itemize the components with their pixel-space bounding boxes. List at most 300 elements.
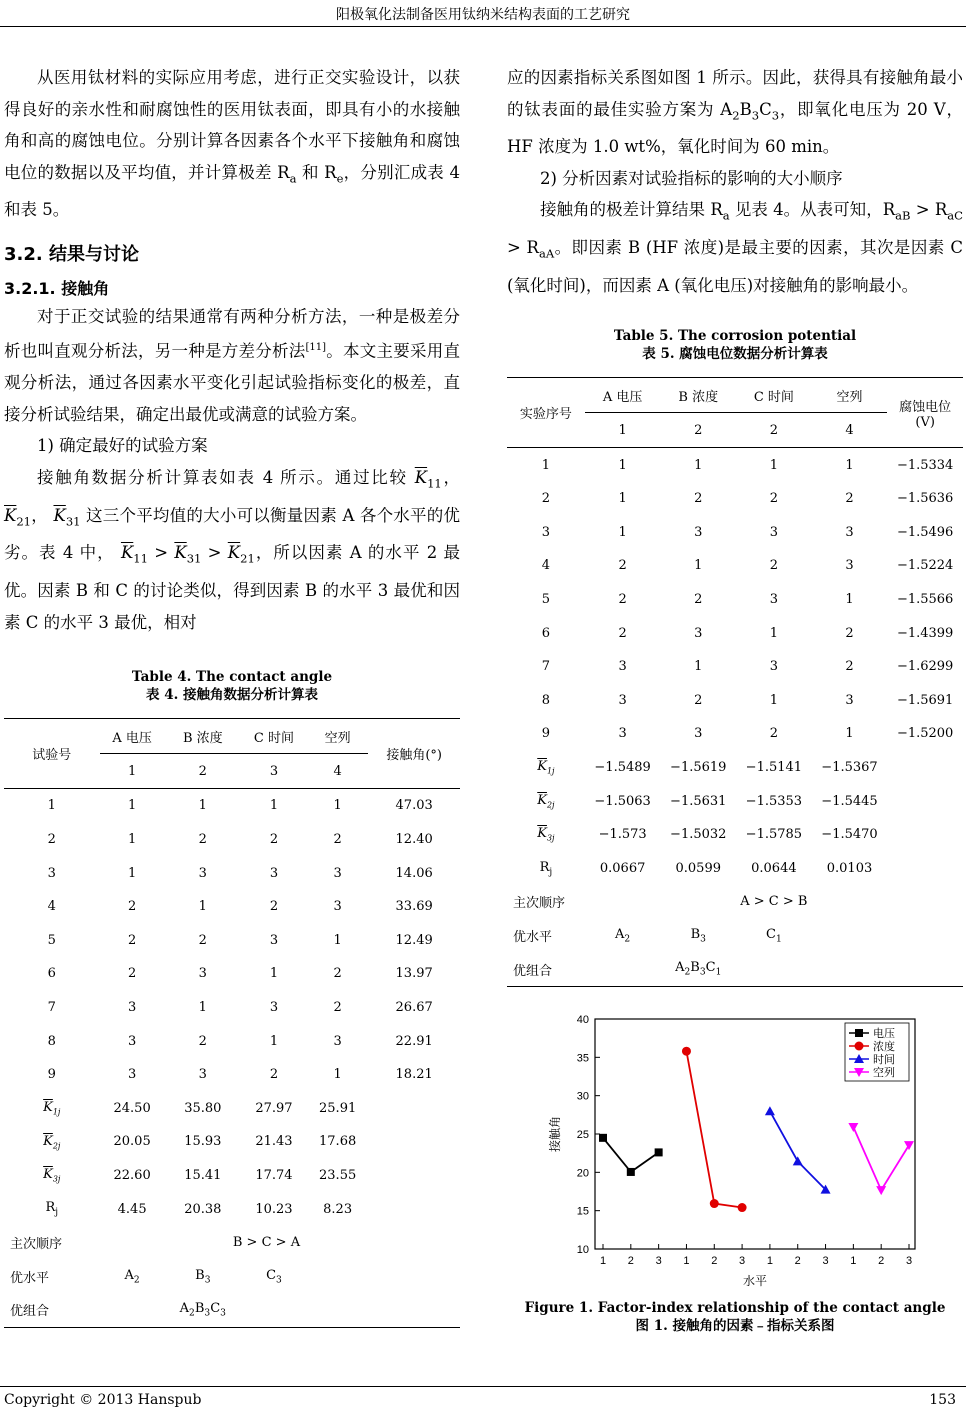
range-value: 0.0644	[751, 860, 797, 876]
k11-symbol: $\overline{K}$	[414, 467, 428, 487]
triangle-down-marker	[904, 1141, 914, 1150]
range-symbol: R	[539, 859, 550, 875]
empty-cell	[368, 1092, 460, 1126]
factor-letter: A	[124, 1267, 134, 1283]
table-cell: 1	[269, 966, 279, 982]
table-cell: −1.5224	[896, 558, 954, 574]
table-row	[4, 1058, 460, 1092]
order-value: B > C > A	[232, 1235, 301, 1251]
table-cell: −1.5691	[896, 692, 954, 708]
k-subscript: 2j	[52, 1141, 61, 1151]
method-end: 。本文主要采用直观分析法，通过各因素水平变化引起试验指标变化的极差，直接分析试验结果，确定出最优或满意的试验方案。	[4, 341, 461, 424]
column-number: 1	[100, 754, 165, 789]
x-tick-label: 2	[794, 1254, 801, 1267]
table-cell: 1	[845, 457, 854, 473]
range-subscript: j	[549, 867, 553, 878]
table-cell: 8	[541, 692, 551, 708]
table-cell: −1.5566	[896, 592, 954, 608]
y-tick-label: 30	[576, 1090, 589, 1103]
k-value: −1.5785	[745, 827, 803, 843]
factor-header: A 电压	[585, 378, 661, 413]
table-row	[4, 1024, 460, 1058]
table-cell: 1	[694, 659, 703, 675]
paragraph-step2: 2) 分析因素对试验指标的影响的大小顺序	[540, 168, 843, 188]
triangle-marker	[793, 1156, 803, 1165]
table-cell: 2	[769, 558, 779, 574]
table-cell: 4	[541, 558, 551, 574]
table-cell: 13.97	[395, 966, 433, 982]
k-value: −1.5445	[821, 793, 878, 809]
table4-caption-en: Table 4. The contact angle	[131, 669, 333, 686]
empty-cell	[736, 952, 963, 986]
best-plan-c: C	[759, 99, 772, 119]
k-value: 25.91	[319, 1100, 357, 1116]
factor-letter: B	[194, 1301, 205, 1317]
paragraph-method	[4, 301, 460, 431]
column-number: 2	[736, 413, 812, 448]
range-value: 0.0667	[599, 860, 646, 876]
range-value: 0.0599	[675, 860, 721, 876]
empty-cell	[368, 1192, 460, 1226]
k-symbol: $\overline{K}$	[537, 759, 547, 775]
level-subscript: 2	[133, 1275, 140, 1286]
k11-sub: 11	[427, 476, 442, 491]
compare-text-a: 接触角数据分析计算表如表 4 所示。通过比较	[37, 467, 415, 487]
table-row	[4, 789, 460, 823]
column-number: 4	[812, 413, 888, 448]
method-text: 对于正交试验的结果通常有两种分析方法，一种是极差分析也叫直观分析法，另一种是方差分析法	[4, 306, 460, 361]
table-cell: 3	[47, 865, 56, 881]
best-level-row	[507, 919, 963, 953]
k-value: 35.80	[184, 1100, 222, 1116]
table4-caption-zh: 表 4. 接触角数据分析计算表	[146, 687, 318, 704]
k-value: −1.5141	[745, 760, 803, 776]
k31-sub: 31	[65, 513, 81, 528]
k-value: −1.5367	[821, 760, 878, 776]
factor-letter: A	[615, 926, 625, 942]
factor-letter: B	[690, 926, 701, 942]
table5-caption-en: Table 5. The corrosion potential	[613, 328, 857, 345]
k-value: 15.93	[184, 1134, 222, 1150]
table-cell: 2	[618, 592, 627, 608]
k-subscript: 1j	[52, 1107, 61, 1117]
empty-cell	[100, 1293, 165, 1327]
x-tick-label: 1	[766, 1254, 773, 1267]
best-level-value	[100, 1260, 165, 1294]
table-cell: 1	[198, 798, 207, 814]
x-tick-label: 3	[655, 1254, 662, 1267]
best-level-value	[165, 1260, 241, 1294]
empty-cell	[100, 1226, 165, 1260]
table-row	[507, 684, 963, 718]
y-tick-label: 15	[576, 1205, 589, 1218]
k-symbol: $\overline{K}$	[537, 792, 547, 808]
table-cell: 2	[694, 592, 703, 608]
sub: aC	[947, 208, 963, 223]
intro-end: ，分别汇成表 4 和表 5。	[4, 162, 460, 220]
k-value: −1.5470	[821, 827, 878, 843]
table-cell: 2	[694, 692, 703, 708]
table-row	[4, 924, 460, 958]
table-cell: 2	[127, 932, 137, 948]
table-cell: 1	[198, 899, 207, 915]
best-combo-row	[507, 952, 963, 986]
x-tick-label: 3	[739, 1254, 746, 1267]
figure1-caption-zh: 图 1. 接触角的因素﹣指标关系图	[635, 1317, 835, 1334]
k21-symbol: $\overline{K}$	[227, 543, 241, 563]
k-row	[507, 818, 963, 852]
order-label: 主次顺序	[513, 896, 566, 912]
best-level-value	[660, 919, 736, 953]
k-subscript: 3j	[546, 834, 555, 844]
running-header: 阳极氧化法制备医用钛纳米结构表面的工艺研究	[336, 7, 630, 23]
k-row	[4, 1159, 460, 1193]
level-subscript: 3	[276, 1275, 282, 1286]
table-row	[507, 448, 963, 482]
table-cell: 3	[769, 524, 779, 540]
empty-cell	[368, 1159, 460, 1193]
table-cell: −1.5200	[896, 726, 954, 742]
intro-text: 从医用钛材料的实际应用考虑，进行正交实验设计，以获得良好的亲水性和耐腐蚀性的医用钛表面，即具有小的水接触角和高的腐蚀电位。分别计算各因素各个水平下接触角和腐蚀电位的数据以及平均值，并计算极差 R	[4, 68, 460, 182]
range-value: 0.0103	[826, 860, 873, 876]
table-cell: 2	[769, 491, 779, 507]
table-cell: 3	[694, 726, 703, 742]
range-b: 见表 4。从表可知，R	[729, 200, 896, 220]
row-header: 试验号	[4, 719, 100, 789]
order-row	[507, 885, 963, 919]
k-label	[4, 1125, 100, 1159]
level-subscript: 2	[624, 934, 631, 945]
table-cell: 1	[694, 558, 703, 574]
k-subscript: 3j	[52, 1174, 61, 1184]
table-cell: 3	[541, 524, 551, 540]
level-subscript: 1	[715, 967, 722, 978]
table-cell: 5	[541, 592, 551, 608]
table-cell: 3	[845, 558, 854, 574]
table-cell: 3	[198, 865, 207, 881]
table-cell: −1.5334	[896, 457, 954, 473]
y-tick-label: 35	[576, 1052, 589, 1065]
table-cell: 14.06	[395, 865, 433, 881]
x-axis-label: 水平	[742, 1273, 768, 1288]
sub: a	[722, 208, 730, 223]
table-cell: 2	[269, 832, 279, 848]
figure1-caption-en: Figure 1. Factor-index relationship of the contact angle	[524, 1299, 946, 1316]
k-value: −1.5032	[670, 827, 727, 843]
factor-header: 空列	[307, 719, 368, 754]
range-row	[4, 1192, 460, 1226]
footer-rule	[0, 1386, 966, 1387]
empty-cell	[887, 751, 963, 785]
legend-label: 电压	[873, 1026, 895, 1040]
table-cell: 3	[618, 726, 627, 742]
circle-marker	[855, 1041, 864, 1050]
square-marker	[855, 1029, 863, 1037]
table-cell: 3	[333, 1033, 342, 1049]
section-heading-3-2-1: 3.2.1. 接触角	[4, 278, 110, 298]
table-cell: 1	[694, 457, 703, 473]
table-cell: 3	[694, 625, 703, 641]
factor-header: 空列	[812, 378, 888, 413]
sub-a: a	[289, 170, 297, 185]
order-label: 主次顺序	[10, 1237, 63, 1253]
table-cell: 1	[127, 865, 137, 881]
table-cell: 3	[127, 1000, 137, 1016]
table-cell: 3	[618, 692, 627, 708]
table-cell: 2	[541, 491, 551, 507]
table-cell: 1	[618, 491, 627, 507]
result-header-line2: (V)	[915, 414, 935, 430]
best-combo-row	[4, 1293, 460, 1327]
table-cell: 2	[618, 625, 627, 641]
table-cell: 3	[127, 1067, 137, 1083]
compare-text-b: 这三个平均值的大小可以衡量因素 A 各个水平的优劣。表 4 中，	[4, 505, 461, 563]
circle-marker	[710, 1199, 719, 1208]
table-cell: 2	[198, 1033, 207, 1049]
table-cell: 1	[269, 1033, 279, 1049]
table-cell: 3	[769, 592, 779, 608]
table-cell: 3	[845, 692, 854, 708]
gt-sign: >	[154, 543, 169, 563]
table-cell: 1	[618, 457, 627, 473]
factor-header: C 时间	[241, 719, 307, 754]
level-subscript: 3	[204, 1275, 211, 1286]
paragraph-intro	[4, 62, 460, 226]
k-symbol: $\overline{K}$	[43, 1133, 53, 1149]
empty-cell	[887, 818, 963, 852]
y-axis-label: 接触角	[548, 1115, 562, 1152]
range-symbol: R	[45, 1200, 56, 1216]
legend-label: 空列	[873, 1065, 895, 1079]
column-number: 1	[585, 413, 661, 448]
table-cell: 1	[47, 798, 56, 814]
k-value: −1.5353	[745, 793, 803, 809]
k-value: −1.5619	[670, 760, 727, 776]
table-cell: 3	[269, 1000, 279, 1016]
range-label	[4, 1192, 100, 1226]
sub: 2	[732, 107, 740, 122]
range-value: 8.23	[323, 1201, 353, 1217]
paragraph-range	[507, 194, 963, 301]
intro-mid: 和 R	[296, 162, 337, 182]
k-symbol: $\overline{K}$	[43, 1167, 53, 1183]
table-row	[507, 516, 963, 550]
k-value: −1.5489	[594, 760, 651, 776]
square-marker	[599, 1134, 607, 1142]
row-header: 实验序号	[507, 378, 585, 448]
level-subscript: 3	[220, 1308, 226, 1319]
k-value: 15.41	[184, 1168, 222, 1184]
factor-letter: B	[690, 960, 700, 976]
table-cell: 3	[269, 932, 279, 948]
y-tick-label: 25	[576, 1128, 589, 1141]
empty-cell	[307, 1260, 460, 1294]
best-level-row	[4, 1260, 460, 1294]
factor-letter: C	[766, 926, 776, 942]
right-column	[507, 62, 963, 1335]
citation-ref: [11]	[305, 342, 327, 354]
compare-text-c: ，所以因素 A 的水平 2 最优。因素 B 和 C 的讨论类似，得到因素 B 的水平 3 最优和因素 C 的水平 3 最优，相对	[4, 543, 461, 632]
table-cell: 1	[769, 625, 779, 641]
best-level-value	[736, 919, 812, 953]
table-cell: −1.4399	[896, 625, 954, 641]
factor-letter: A	[675, 960, 685, 976]
series-line-3	[853, 1127, 909, 1190]
table-cell: 3	[127, 1033, 137, 1049]
triangle-down-marker	[848, 1123, 858, 1132]
empty-cell	[585, 885, 661, 919]
table-row	[507, 549, 963, 583]
gt-sign: >	[207, 543, 222, 563]
k-subscript: 2j	[546, 800, 555, 810]
k-value: 20.05	[113, 1134, 151, 1150]
factor-letter: C	[210, 1301, 221, 1317]
table-cell: 2	[47, 832, 56, 848]
k-value: 17.74	[255, 1168, 293, 1184]
table-cell: 1	[333, 798, 342, 814]
factor-letter: C	[266, 1267, 277, 1283]
table-cell: 1	[845, 726, 854, 742]
k-value: 23.55	[319, 1168, 357, 1184]
table-cell: 5	[47, 932, 56, 948]
sub: aA	[538, 246, 555, 261]
empty-cell	[368, 1125, 460, 1159]
k21-sub: 21	[240, 551, 255, 566]
table-cell: 2	[845, 625, 854, 641]
range-c: > R	[910, 200, 948, 220]
table-cell: 47.03	[395, 798, 433, 814]
k-subscript: 1j	[546, 766, 555, 776]
table-cell: 7	[47, 1000, 56, 1016]
result-header-line1: 腐蚀电位	[899, 399, 952, 415]
comma: ，	[31, 505, 48, 525]
best-level-value	[241, 1260, 307, 1294]
range-e: 。即因素 B (HF 浓度)是最主要的因素，其次是因素 C (氧化时间)，而因素 A (氧化电压)对接触角的影响最小。	[507, 238, 963, 295]
table-cell: 3	[198, 1067, 207, 1083]
k-label	[507, 784, 585, 818]
table-row	[4, 991, 460, 1025]
k11-symbol: $\overline{K}$	[120, 543, 134, 563]
table-row	[4, 856, 460, 890]
comma: ，	[441, 467, 461, 487]
k-symbol: $\overline{K}$	[537, 826, 547, 842]
table-cell: 4	[47, 899, 56, 915]
k-value: 24.50	[113, 1100, 151, 1116]
result-header: 接触角(°)	[368, 719, 460, 789]
empty-cell	[812, 919, 963, 953]
square-marker	[655, 1148, 663, 1156]
table-cell: 2	[618, 558, 627, 574]
figure1-chart	[507, 1005, 963, 1295]
column-number: 2	[165, 754, 241, 789]
legend-label: 浓度	[873, 1039, 895, 1053]
series-line-0	[603, 1138, 659, 1172]
table-cell: −1.5636	[896, 491, 954, 507]
table-cell: 3	[618, 659, 627, 675]
table-cell: 2	[269, 899, 279, 915]
table-cell: 3	[269, 865, 279, 881]
x-tick-label: 2	[711, 1254, 718, 1267]
table-cell: 2	[845, 491, 854, 507]
left-column	[4, 62, 460, 1328]
table-cell: −1.5496	[896, 524, 954, 540]
table-cell: 2	[769, 726, 779, 742]
k-label	[4, 1159, 100, 1193]
paragraph-step1: 1) 确定最好的试验方案	[37, 436, 208, 456]
circle-marker	[738, 1203, 747, 1212]
range-label	[507, 852, 585, 886]
table-cell: 2	[694, 491, 703, 507]
level-subscript: 2	[684, 967, 691, 978]
x-tick-label: 1	[683, 1254, 690, 1267]
table-cell: 2	[269, 1067, 279, 1083]
y-tick-label: 10	[576, 1243, 589, 1256]
best-combo-value	[165, 1293, 241, 1327]
factor-letter: A	[179, 1301, 190, 1317]
table-cell: 2	[333, 966, 342, 982]
k-row	[4, 1125, 460, 1159]
triangle-marker	[765, 1106, 775, 1115]
table-row	[507, 650, 963, 684]
k-label	[507, 818, 585, 852]
table-cell: 3	[845, 524, 854, 540]
table-row	[507, 482, 963, 516]
table-cell: 1	[269, 798, 279, 814]
paragraph-best-plan	[507, 62, 963, 163]
empty-cell	[887, 784, 963, 818]
empty-cell	[887, 885, 963, 919]
level-subscript: 1	[775, 934, 782, 945]
table-cell: 9	[47, 1067, 56, 1083]
k21-symbol: $\overline{K}$	[4, 505, 17, 525]
factor-header: A 电压	[100, 719, 165, 754]
table-cell: 2	[127, 966, 137, 982]
factor-header: B 浓度	[165, 719, 241, 754]
best-level-label: 优水平	[10, 1270, 50, 1286]
range-value: 20.38	[184, 1201, 222, 1217]
footer-copyright: Copyright © 2013 Hanspub	[4, 1392, 202, 1408]
series-line-2	[770, 1111, 826, 1189]
table-cell: 18.21	[395, 1067, 433, 1083]
table-cell: 1	[769, 692, 779, 708]
sub: 3	[751, 107, 760, 122]
footer-page-number: 153	[929, 1392, 956, 1408]
k-value: 17.68	[319, 1134, 357, 1150]
table-row	[4, 890, 460, 924]
k-symbol: $\overline{K}$	[43, 1100, 53, 1116]
range-d: > R	[507, 238, 539, 258]
table-cell: −1.6299	[896, 659, 954, 675]
table-cell: 3	[694, 524, 703, 540]
k-value: −1.5063	[594, 793, 651, 809]
table-cell: 1	[333, 1067, 342, 1083]
table-cell: 3	[333, 899, 342, 915]
section-heading-3-2: 3.2. 结果与讨论	[4, 243, 139, 265]
series-line-1	[686, 1051, 742, 1207]
level-subscript: 3	[204, 1308, 211, 1319]
table-row	[4, 823, 460, 857]
square-marker	[627, 1168, 635, 1176]
level-subscript: 2	[189, 1308, 195, 1319]
k31-symbol: $\overline{K}$	[53, 505, 66, 525]
factor-letter: C	[705, 960, 716, 976]
factor-header: C 时间	[736, 378, 812, 413]
k-row	[507, 784, 963, 818]
table-row	[507, 583, 963, 617]
table-cell: 3	[333, 865, 342, 881]
level-subscript: 3	[699, 967, 706, 978]
order-row	[4, 1226, 460, 1260]
